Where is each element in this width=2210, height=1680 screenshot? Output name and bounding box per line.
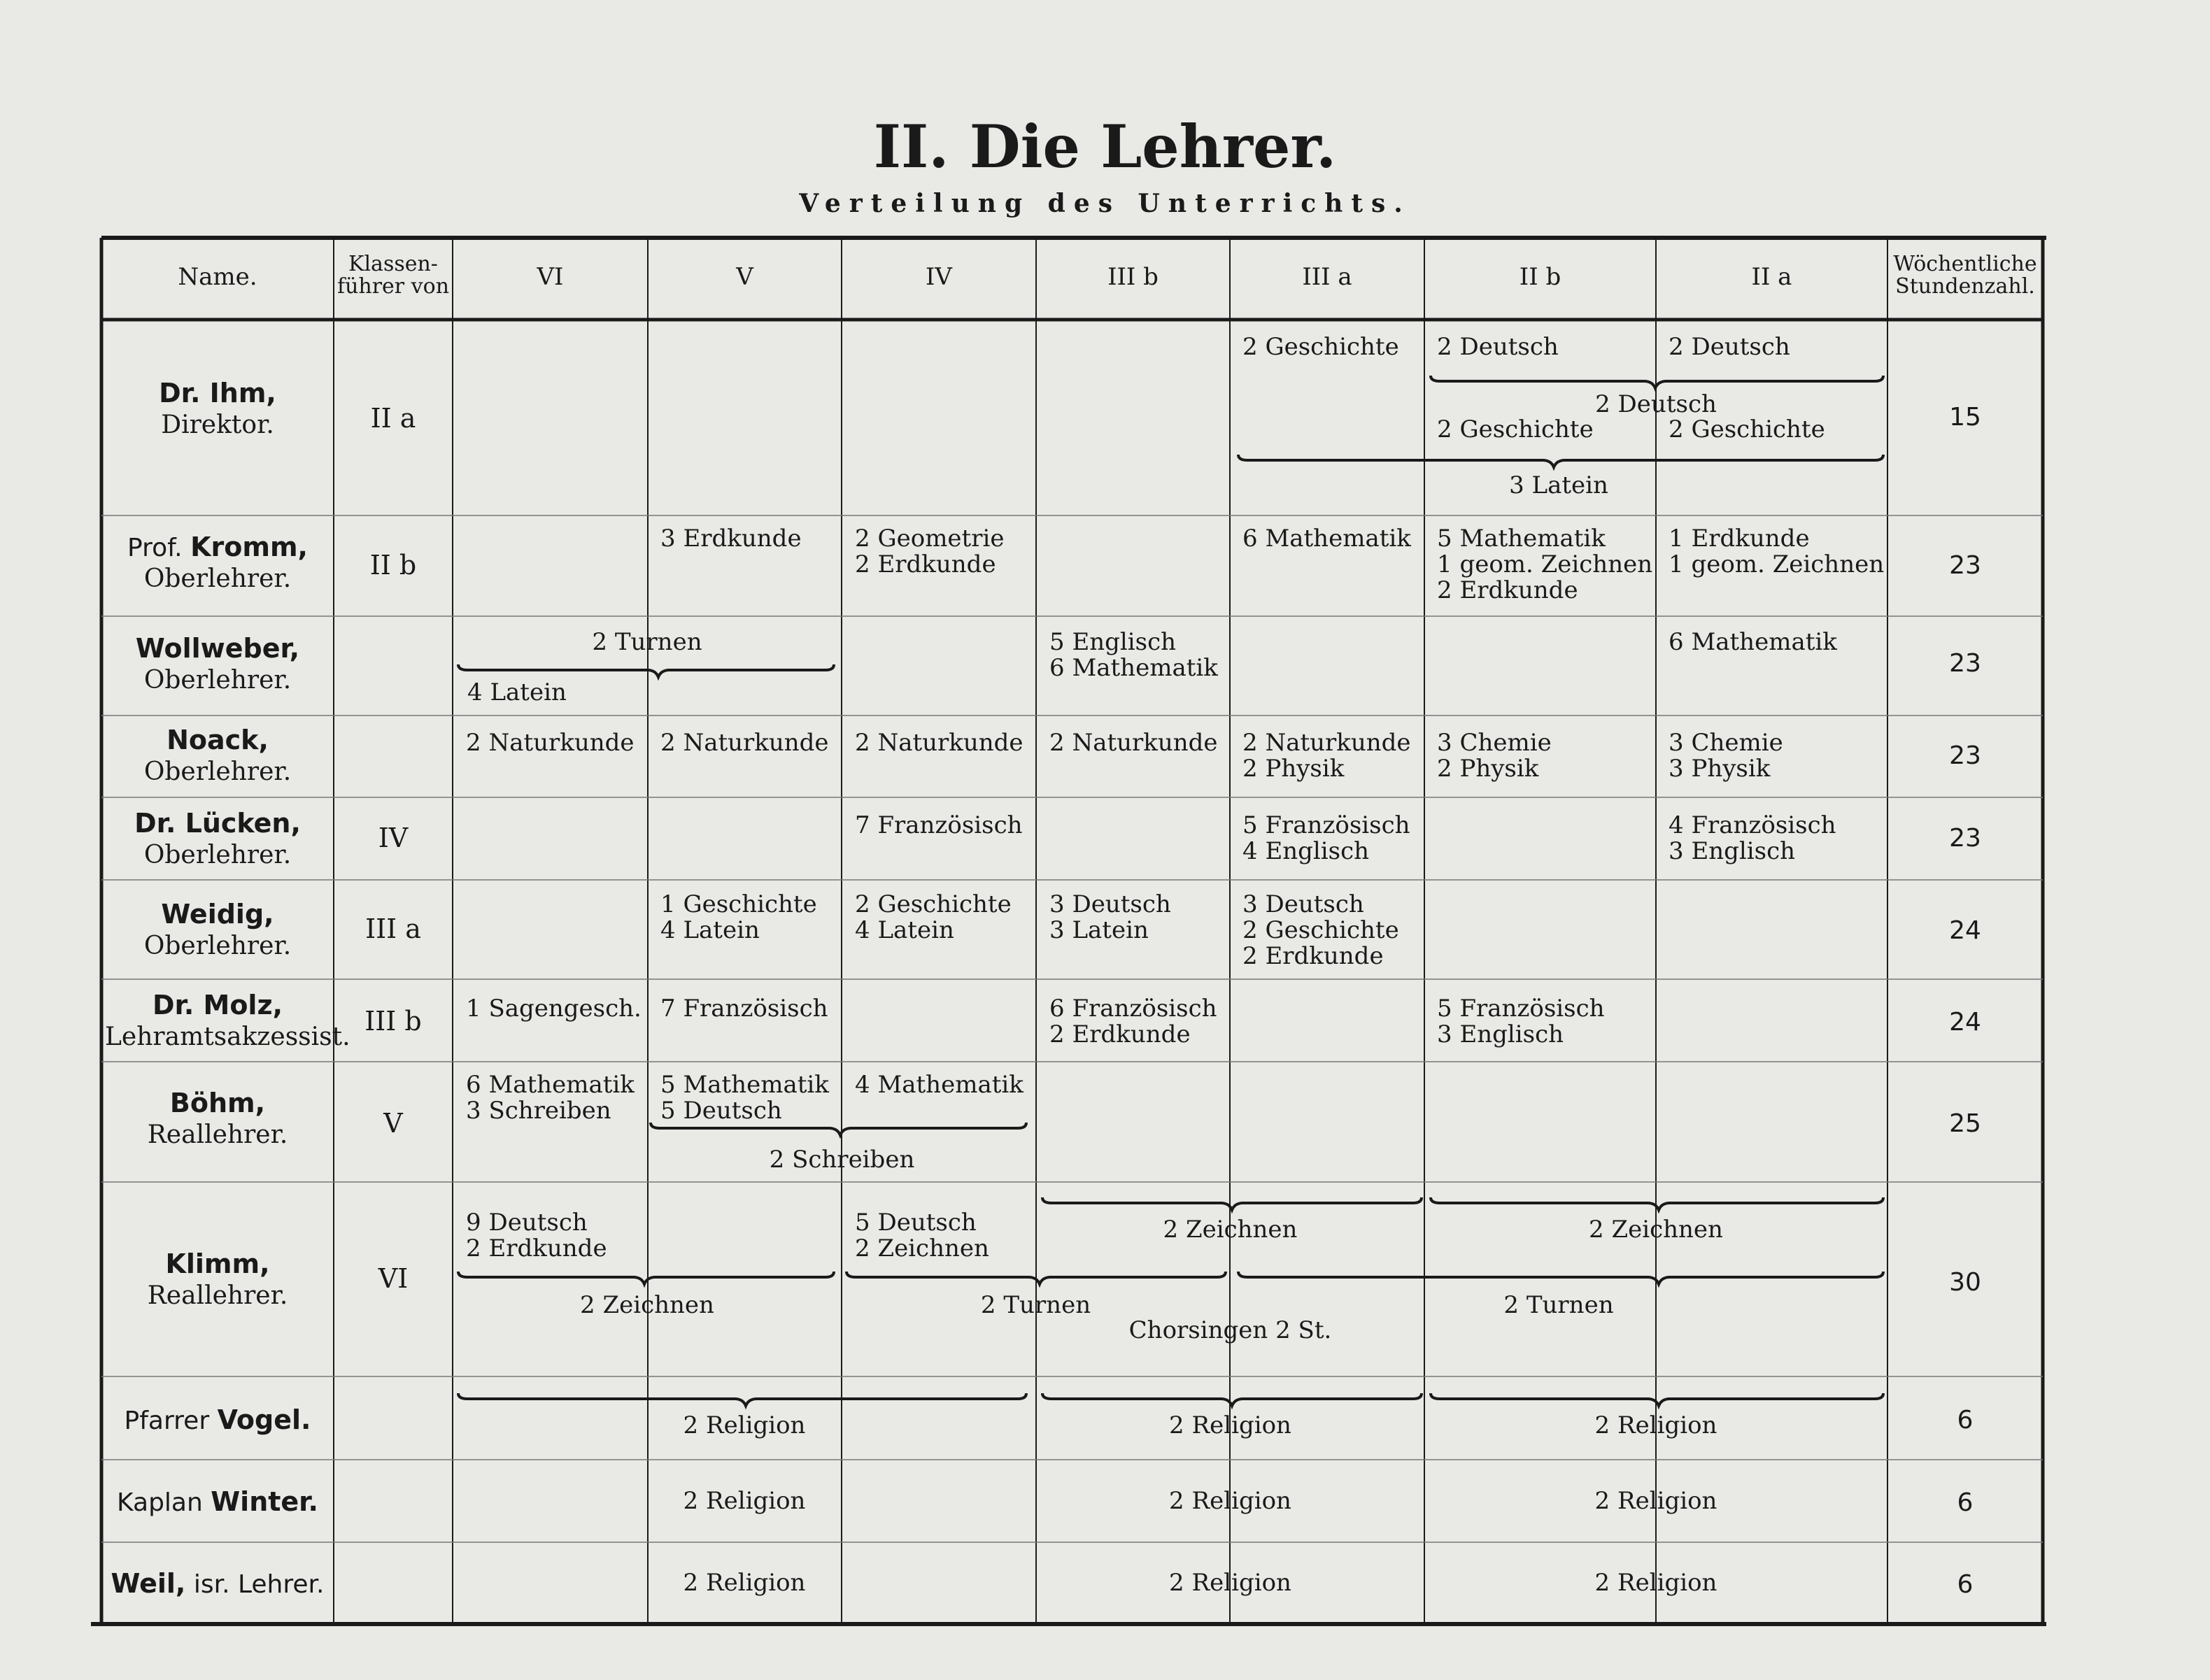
subject-cell: 5 Französisch 4 Englisch [1242,811,1410,865]
subject-cell: 2 Naturkunde [855,729,1023,757]
religion-cell: 2 Religion [1169,1411,1291,1439]
joint-subject: 2 Zeichnen [580,1291,714,1319]
teacher-name: Pfarrer Vogel. [124,1404,311,1435]
hours-value: 23 [1949,824,1981,853]
subject-cell: 5 Mathematik 5 Deutsch [660,1071,829,1125]
subject-cell: 5 Mathematik 1 geom. Zeichnen 2 Erdkunde [1437,525,1653,604]
subject-cell: 4 Mathematik [855,1071,1023,1099]
subject-cell: 2 Geschichte [1437,415,1594,443]
subject-cell: 5 Deutsch 2 Zeichnen [855,1209,989,1262]
klassenfuehrer-value: V [383,1108,403,1139]
religion-cell: 2 Religion [1169,1569,1291,1597]
subject-cell: 9 Deutsch 2 Erdkunde [466,1209,607,1262]
header-class-IIIa: III a [1302,263,1352,291]
joint-subject: 2 Turnen [980,1291,1091,1319]
header-class-IV: IV [926,263,952,291]
joint-subject: 2 Deutsch [1595,390,1717,418]
page-subtitle: Verteilung des Unterrichts. [799,189,1411,218]
subject-cell: 3 Chemie 3 Physik [1669,729,1783,783]
joint-subject: 3 Latein [1509,471,1608,499]
joint-subject: 2 Turnen [1503,1291,1614,1319]
klassenfuehrer-value: VI [378,1263,409,1294]
subject-cell: 4 Latein [467,678,567,706]
subject-cell: 2 Geometrie 2 Erdkunde [855,525,1005,578]
hours-value: 25 [1949,1109,1981,1138]
joint-subject: 2 Zeichnen [1589,1216,1723,1244]
teacher-name: Dr. Ihm, Direktor. [159,378,276,439]
subject-cell: 3 Erdkunde [660,525,802,553]
teacher-name: Wollweber, Oberlehrer. [135,633,300,695]
hours-value: 6 [1957,1488,1974,1517]
subject-cell: 5 Englisch 6 Mathematik [1049,628,1218,682]
hours-value: 30 [1949,1268,1981,1297]
religion-cell: 2 Religion [1169,1487,1291,1515]
religion-cell: 2 Religion [683,1569,806,1597]
joint-subject: Chorsingen 2 St. [1128,1316,1332,1344]
klassenfuehrer-value: III b [364,1006,422,1037]
teacher-name: Dr. Molz, Lehramtsakzessist. [105,990,350,1051]
subject-cell: 2 Naturkunde [1049,729,1218,757]
klassenfuehrer-value: II b [369,550,417,581]
klassenfuehrer-value: IV [378,823,409,853]
subject-cell: 7 Französisch [660,995,828,1023]
subject-cell: 1 Sagengesch. [466,995,642,1023]
subject-cell: 1 Erdkunde 1 geom. Zeichnen [1669,525,1885,578]
header-name: Name. [178,263,257,291]
joint-subject: 2 Schreiben [769,1146,915,1174]
header-class-VI: VI [537,263,564,291]
hours-value: 24 [1949,916,1981,945]
header-class-V: V [736,263,753,291]
subject-cell: 4 Französisch 3 Englisch [1669,811,1836,865]
subject-cell: 6 Französisch 2 Erdkunde [1049,995,1217,1048]
subject-cell: 7 Französisch [855,811,1023,839]
subject-cell: 6 Mathematik [1242,525,1411,553]
religion-cell: 2 Religion [683,1411,806,1439]
subject-cell: 2 Naturkunde [466,729,635,757]
religion-cell: 2 Religion [1594,1569,1717,1597]
hours-value: 23 [1949,649,1981,678]
subject-cell: 3 Deutsch 2 Geschichte 2 Erdkunde [1242,890,1399,970]
teacher-name: Böhm, Reallehrer. [147,1088,288,1149]
header-klassenfuehrer: Klassen- führer von [337,252,450,299]
header-class-IIIb: III b [1107,263,1159,291]
subject-cell: 2 Deutsch [1437,333,1559,361]
subject-cell: 6 Mathematik [1669,628,1837,656]
subject-cell: 2 Naturkunde 2 Physik [1242,729,1411,783]
hours-value: 15 [1949,403,1981,432]
subject-cell: 1 Geschichte 4 Latein [660,890,817,944]
subject-cell: 5 Französisch 3 Englisch [1437,995,1605,1048]
subject-cell: 6 Mathematik 3 Schreiben [466,1071,635,1125]
hours-value: 24 [1949,1008,1981,1037]
subject-cell: 2 Geschichte 4 Latein [855,890,1012,944]
subject-cell: 2 Geschichte [1669,415,1825,443]
subject-cell: 2 Geschichte [1242,333,1399,361]
header-class-IIa: II a [1751,263,1792,291]
klassenfuehrer-value: III a [365,913,421,944]
subject-cell: 2 Deutsch [1669,333,1790,361]
teacher-name: Prof. Kromm, Oberlehrer. [127,532,308,593]
teacher-name: Dr. Lücken, Oberlehrer. [134,808,301,869]
teacher-name: Kaplan Winter. [117,1486,318,1517]
header-class-IIb: II b [1519,263,1561,291]
subject-cell: 3 Deutsch 3 Latein [1049,890,1171,944]
klassenfuehrer-value: II a [370,403,416,434]
hours-value: 6 [1957,1570,1974,1599]
joint-subject: 2 Turnen [592,628,702,656]
hours-value: 23 [1949,741,1981,770]
subject-cell: 3 Chemie 2 Physik [1437,729,1552,783]
hours-value: 23 [1949,551,1981,580]
religion-cell: 2 Religion [683,1487,806,1515]
page-title: II. Die Lehrer. [873,112,1337,181]
joint-subject: 2 Zeichnen [1163,1216,1298,1244]
subject-cell: 2 Naturkunde [660,729,829,757]
religion-cell: 2 Religion [1594,1411,1717,1439]
teacher-name: Weil, isr. Lehrer. [111,1568,325,1599]
teacher-name: Noack, Oberlehrer. [143,725,292,786]
teacher-name: Klimm, Reallehrer. [147,1248,288,1310]
header-hours: Wöchentliche Stundenzahl. [1893,252,2037,299]
religion-cell: 2 Religion [1594,1487,1717,1515]
hours-value: 6 [1957,1406,1974,1435]
teacher-name: Weidig, Oberlehrer. [143,899,292,960]
